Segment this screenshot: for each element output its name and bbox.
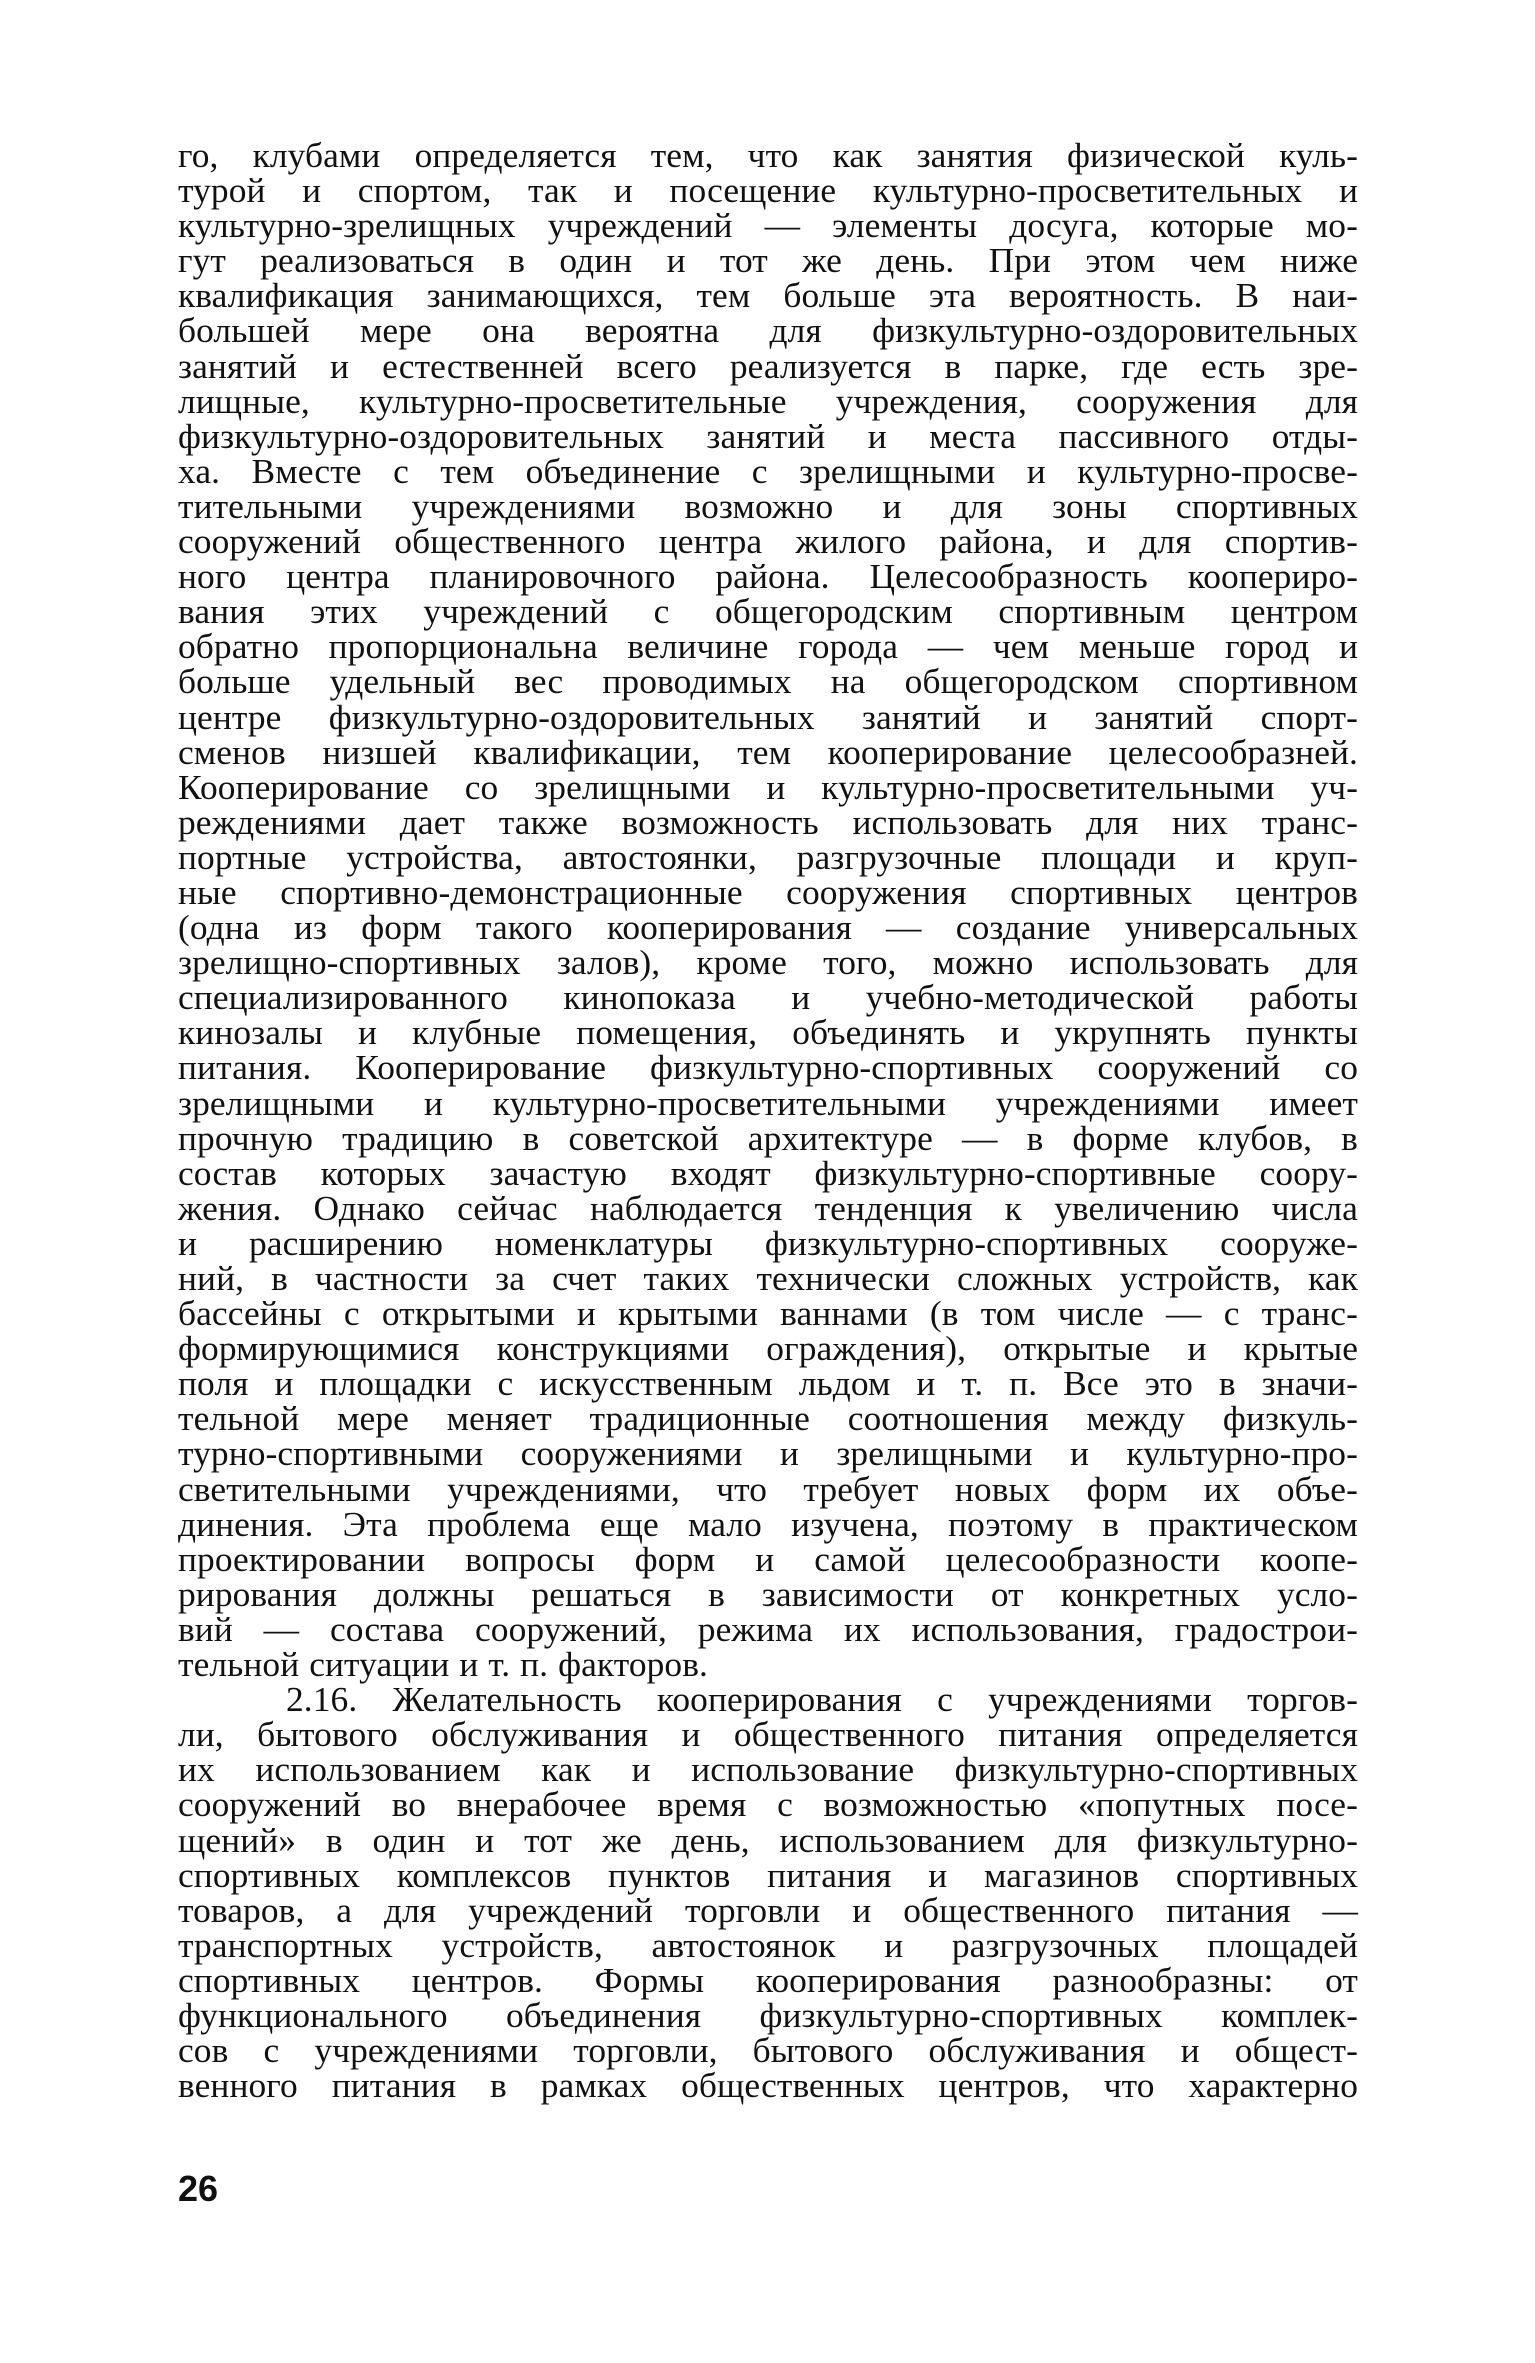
text-line: (одна из форм такого кооперирования — создание универсальных [178,907,1358,948]
text-line: тельной ситуации и т. п. факторов. [178,1644,708,1685]
text-line: щений» в один и тот же день, использованием для физкультурно- [178,1819,1358,1860]
text-line: кинозалы и клубные помещения, объединять и укрупнять пункты [178,1012,1358,1053]
text-line: центре физкультурно-оздоровительных занятий и занятий спорт- [178,696,1358,737]
text-line: рирования должны решаться в зависимости от конкретных усло- [178,1573,1358,1614]
text-line: поля и площадки с искусственным льдом и т. п. Все это в значи- [178,1363,1358,1404]
text-line: функционального объединения физкультурно-спортивных комплек- [178,1994,1358,2035]
text-line: портные устройства, автостоянки, разгрузочные площади и круп- [178,836,1358,877]
text-line: турно-спортивными сооружениями и зрелищными и культурно-про- [178,1433,1358,1474]
text-line: их использованием как и использование физкультурно-спортивных [178,1749,1358,1790]
text-line: формирующимися конструкциями ограждения), открытые и крытые [178,1328,1358,1369]
text-line: ха. Вместе с тем объединение с зрелищными и культурно-просве- [178,450,1358,491]
text-line: светительными учреждениями, что требует новых форм их объе- [178,1468,1358,1509]
text-line: турой и спортом, так и посещение культурно-просветительных и [178,170,1358,211]
text-line: культурно-зрелищных учреждений — элементы досуга, которые мо- [178,205,1358,246]
text-line: состав которых зачастую входят физкультурно-спортивные соору- [178,1152,1358,1193]
text-line: ные спортивно-демонстрационные сооружения спортивных центров [178,871,1358,912]
paragraph-cooperation-entertainment [178,135,1358,1685]
text-line: реждениями дает также возможность использовать для них транс- [178,801,1358,842]
text-line: жения. Однако сейчас наблюдается тенденция к увеличению числа [178,1187,1358,1228]
text-line: 2.16. Желательность кооперирования с учреждениями торгов- [286,1679,1358,1720]
text-line: Кооперирование со зрелищными и культурно-просветительными уч- [178,766,1358,807]
text-line: вания этих учреждений с общегородским спортивным центром [178,591,1358,632]
text-line: физкультурно-оздоровительных занятий и места пассивного отды- [178,415,1358,456]
text-line: ли, бытового обслуживания и общественного питания определяется [178,1714,1358,1755]
text-line: сов с учреждениями торговли, бытового обслуживания и общест- [178,2030,1358,2071]
page-number: 26 [178,2168,219,2209]
page-body [178,135,1358,2106]
text-line: тельной мере меняет традиционные соотношения между физкуль- [178,1398,1358,1439]
text-line: венного питания в рамках общественных центров, что характерно [178,2065,1358,2106]
text-line: специализированного кинопоказа и учебно-методической работы [178,977,1358,1018]
text-line: бассейны с открытыми и крытыми ваннами (в том числе — с транс- [178,1293,1358,1334]
text-line: спортивных комплексов пунктов питания и магазинов спортивных [178,1854,1358,1895]
text-line: больше удельный вес проводимых на общегородском спортивном [178,661,1358,702]
text-line: транспортных устройств, автостоянок и разгрузочных площадей [178,1924,1358,1965]
text-line: обратно пропорциональна величине города — чем меньше город и [178,626,1358,667]
text-line: большей мере она вероятна для физкультурно-оздоровительных [178,310,1358,351]
text-line: динения. Эта проблема еще мало изучена, поэтому в практическом [178,1503,1358,1544]
text-line: проектировании вопросы форм и самой целесообразности коопе- [178,1538,1358,1579]
text-line: ний, в частности за счет таких технически сложных устройств, как [178,1258,1358,1298]
text-line: квалификация занимающихся, тем больше эта вероятность. В наи- [178,275,1358,316]
text-line: спортивных центров. Формы кооперирования разнообразны: от [178,1959,1358,2000]
text-line: и расширению номенклатуры физкультурно-спортивных сооруже- [178,1222,1358,1263]
text-line: го, клубами определяется тем, что как занятия физической куль- [178,135,1358,175]
text-line: гут реализоваться в один и тот же день. При этом чем ниже [178,240,1358,281]
text-line: тительными учреждениями возможно и для зоны спортивных [178,485,1358,526]
text-line: сооружений общественного центра жилого района, и для спортив- [178,521,1358,562]
text-line: зрелищными и культурно-просветительными учреждениями имеет [178,1082,1358,1123]
text-line: сменов низшей квалификации, тем кооперирование целесообразней. [178,731,1358,772]
text-line: ного центра планировочного района. Целесообразность коопериро- [178,556,1358,597]
text-line: зрелищно-спортивных залов), кроме того, можно использовать для [178,942,1358,983]
text-line: вий — состава сооружений, режима их использования, градострои- [178,1608,1358,1649]
text-line: товаров, а для учреждений торговли и общественного питания — [178,1889,1358,1930]
text-line: прочную традицию в советской архитектуре — в форме клубов, в [178,1117,1358,1158]
text-line: сооружений во внерабочее время с возможностью «попутных посе- [178,1784,1358,1825]
text-line: занятий и естественней всего реализуется в парке, где есть зре- [178,345,1358,386]
text-line: питания. Кооперирование физкультурно-спортивных сооружений со [178,1047,1358,1088]
text-line: лищные, культурно-просветительные учреждения, сооружения для [178,380,1358,421]
paragraph-2-16-trade-services [178,1679,1358,2106]
